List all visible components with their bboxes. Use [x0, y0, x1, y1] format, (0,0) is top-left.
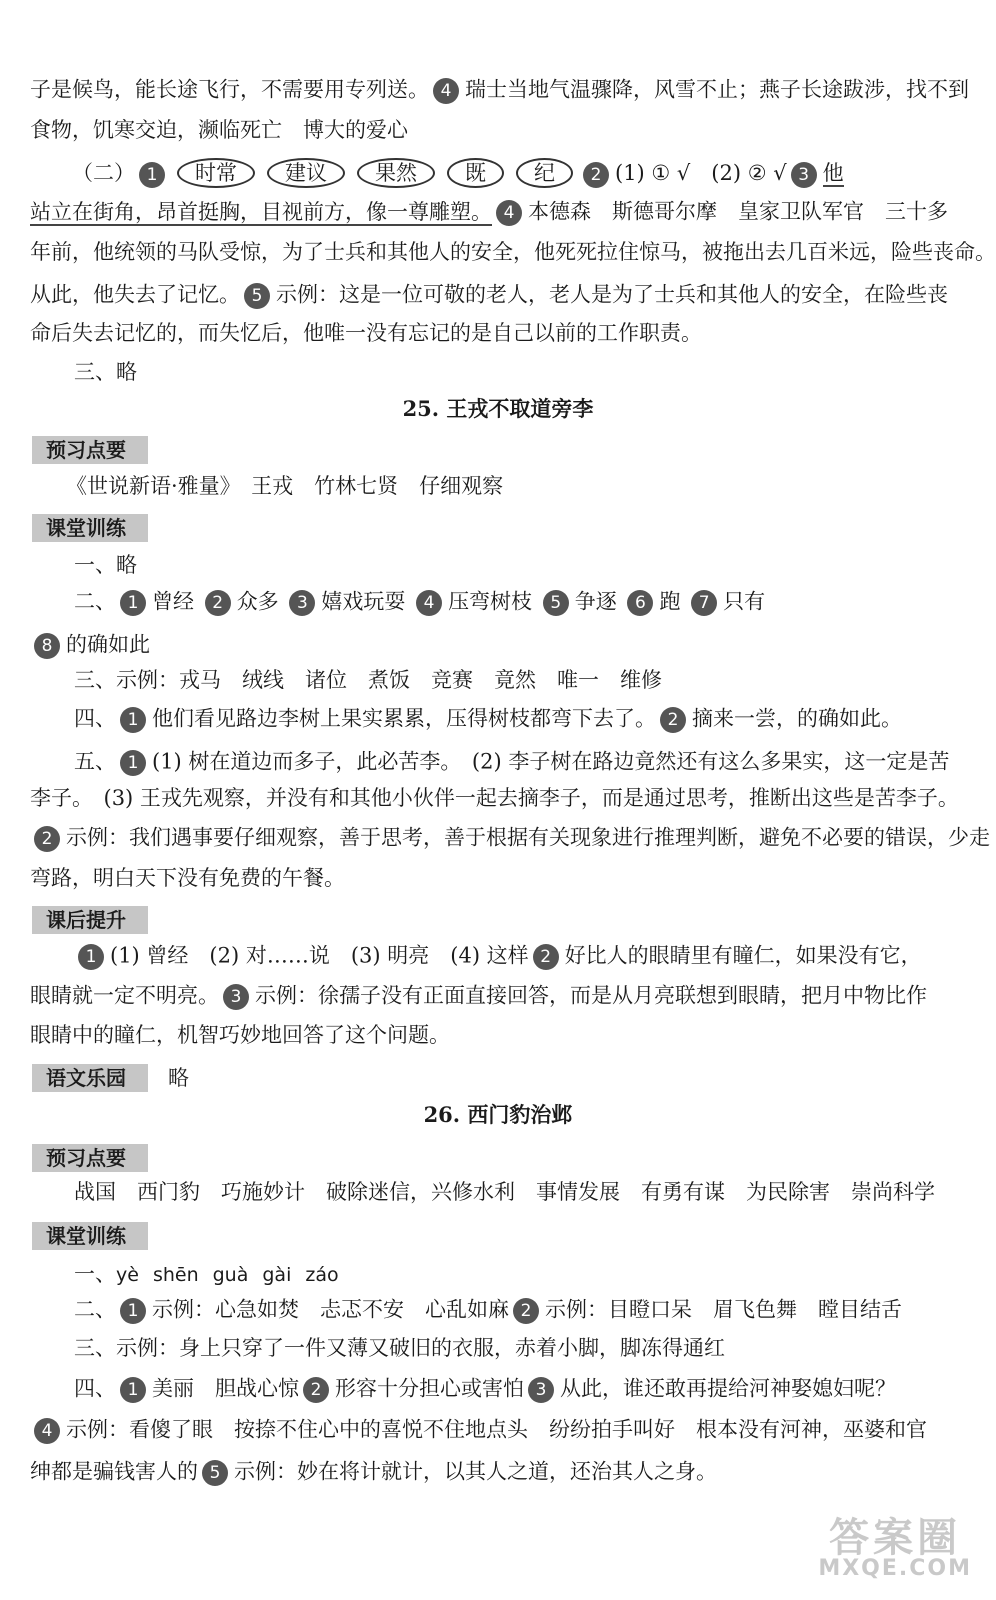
answer-line-36 — [30, 1460, 717, 1486]
answer-word: 只有 — [723, 589, 766, 614]
number-badge: 3 — [528, 1377, 554, 1403]
answer-line-26: 略 — [168, 1066, 189, 1090]
answer-line-24 — [30, 984, 927, 1010]
section-prefix: 二、 — [74, 1297, 116, 1322]
circled-word: 建议 — [267, 158, 345, 188]
answer-line-11: 《世说新语·雅量》 王戎 竹林七贤 仔细观察 — [66, 474, 504, 498]
section-prefix: 四、 — [74, 706, 116, 731]
number-badge: 2 — [513, 1298, 539, 1324]
answer-word: 跑 — [659, 589, 681, 614]
answer-line-20 — [30, 826, 990, 852]
pinyin: shēn — [152, 1264, 199, 1286]
answer-line-33: 三、示例：身上只穿了一件又薄又破旧的衣服，赤着小脚，脚冻得通红 — [74, 1336, 725, 1360]
circled-word: 既 — [447, 158, 504, 188]
lesson-title-25: 25. 王戎不取道旁李 — [402, 396, 594, 421]
number-badge: 7 — [691, 590, 717, 616]
answer-line-4 — [30, 200, 948, 226]
number-badge: 1 — [139, 162, 165, 188]
number-badge: 1 — [120, 1298, 146, 1324]
number-badge: 1 — [120, 590, 146, 616]
answer-line-2: 食物，饥寒交迫，濒临死亡 博大的爱心 — [30, 118, 408, 142]
answer-line-8: 三、略 — [74, 360, 137, 384]
circled-word: 果然 — [357, 158, 435, 188]
line-text: 子是候鸟，能长途飞行，不需要用专列送。 — [30, 77, 429, 102]
number-badge: 2 — [533, 944, 559, 970]
answer-word: 曾经 — [152, 589, 194, 614]
line-text: 的确如此 — [66, 632, 150, 657]
answer-line-29: 战国 西门豹 巧施妙计 破除迷信，兴修水利 事情发展 有勇有谋 为民除害 崇尚科学 — [74, 1180, 935, 1204]
number-badge: 2 — [660, 707, 686, 733]
number-badge: 5 — [543, 590, 569, 616]
underlined-text: 他 — [822, 161, 844, 185]
number-badge: 6 — [627, 590, 653, 616]
section-prefix: 一、 — [74, 1262, 116, 1286]
section-label-chinese-garden: 语文乐园 — [32, 1064, 148, 1092]
answer-word: 众多 — [236, 589, 279, 614]
circled-word: 纪 — [516, 158, 573, 188]
answer-line-7: 命后失去记忆的，而失忆后，他唯一没有忘记的是自己以前的工作职责。 — [30, 321, 702, 345]
line-text: 示例：目瞪口呆 眉飞色舞 瞠目结舌 — [545, 1297, 902, 1322]
section-label-preview: 预习点要 — [32, 436, 148, 464]
answer-word: 嬉戏玩耍 — [321, 589, 406, 614]
line-text: 摘来一尝，的确如此。 — [692, 706, 902, 731]
line-text: 示例：心急如焚 忐忑不安 心乱如麻 — [152, 1297, 509, 1322]
answer-line-6 — [30, 283, 948, 309]
underlined-text: 站立在街角，昂首挺胸，目视前方，像一尊雕塑。 — [30, 199, 492, 224]
answer-line-18 — [74, 750, 949, 776]
section-label-after-class: 课后提升 — [32, 906, 148, 934]
line-text: 瑞士当地气温骤降，风雪不止；燕子长途跋涉，找不到 — [465, 77, 969, 102]
lesson-title-26: 26. 西门豹治邺 — [423, 1102, 573, 1127]
answer-line-14 — [74, 590, 765, 616]
pinyin: gài — [262, 1264, 292, 1286]
number-badge: 8 — [34, 633, 60, 659]
pinyin: guà — [212, 1264, 249, 1286]
number-badge: 5 — [244, 283, 270, 309]
answer-line-1 — [30, 78, 969, 104]
answer-line-19: 李子。 (3) 王戎先观察，并没有和其他小伙伴一起去摘李子，而是通过思考，推断出这些是苦李子。 — [30, 786, 959, 810]
line-text: 本德森 斯德哥尔摩 皇家卫队军官 三十多 — [528, 199, 948, 224]
pinyin: záo — [305, 1264, 339, 1286]
section-label-preview-2: 预习点要 — [32, 1144, 148, 1172]
answer-line-34 — [74, 1377, 896, 1403]
number-badge: 1 — [120, 707, 146, 733]
watermark-url: MXQE.COM — [818, 1556, 972, 1581]
answer-line-31 — [74, 1264, 353, 1285]
section-prefix: 二、 — [74, 589, 116, 614]
answer-line-21: 弯路，明白天下没有免费的午餐。 — [30, 866, 345, 890]
number-badge: 3 — [289, 590, 315, 616]
number-badge: 4 — [496, 200, 522, 226]
line-text: 美丽 胆战心惊 — [152, 1376, 299, 1401]
line-text: 眼睛就一定不明亮。 — [30, 983, 219, 1008]
line-text: (1) ① √ (2) ② √ — [615, 161, 787, 185]
line-text: 从此，谁还敢再提给河神娶媳妇呢？ — [560, 1376, 896, 1401]
number-badge: 4 — [34, 1418, 60, 1444]
number-badge: 4 — [416, 590, 442, 616]
section-prefix: （二） — [72, 161, 135, 185]
number-badge: 3 — [223, 984, 249, 1010]
answer-word: 压弯树枝 — [448, 589, 533, 614]
line-text: (1) 曾经 (2) 对……说 (3) 明亮 (4) 这样 — [110, 943, 529, 968]
answer-line-32 — [74, 1298, 902, 1324]
number-badge: 2 — [205, 590, 231, 616]
answer-line-25: 眼睛中的瞳仁，机智巧妙地回答了这个问题。 — [30, 1023, 450, 1047]
watermark-logo-text: 答案圈 — [829, 1515, 962, 1561]
section-label-classroom-2: 课堂训练 — [32, 1222, 148, 1250]
answer-line-23 — [74, 944, 922, 970]
line-text: 示例：徐孺子没有正面直接回答，而是从月亮联想到眼睛，把月中物比作 — [255, 983, 927, 1008]
line-text: 示例：妙在将计就计，以其人之道，还治其人之身。 — [234, 1459, 717, 1484]
number-badge: 4 — [433, 78, 459, 104]
answer-line-35 — [30, 1418, 927, 1444]
answer-line-5: 年前，他统领的马队受惊，为了士兵和其他人的安全，他死死拉住惊马，被拖出去几百米远，险些丧命。 — [30, 240, 996, 264]
number-badge: 5 — [202, 1460, 228, 1486]
line-text: (1) 树在道边而多子，此必苦李。 (2) 李子树在路边竟然还有这么多果实，这一定是苦 — [152, 749, 950, 774]
number-badge: 2 — [303, 1377, 329, 1403]
line-text: 示例：我们遇事要仔细观察，善于思考，善于根据有关现象进行推理判断，避免不必要的错误，少走 — [66, 825, 990, 850]
section-prefix: 四、 — [74, 1376, 116, 1401]
number-badge: 1 — [120, 1377, 146, 1403]
answer-line-15 — [30, 633, 150, 659]
answer-line-16: 三、示例：戎马 绒线 诸位 煮饭 竞赛 竟然 唯一 维修 — [74, 668, 662, 692]
number-badge: 2 — [34, 826, 60, 852]
site-watermark — [818, 1515, 972, 1581]
number-badge: 1 — [120, 750, 146, 776]
section-label-classroom: 课堂训练 — [32, 514, 148, 542]
line-text: 示例：看傻了眼 按捺不住心中的喜悦不住地点头 纷纷拍手叫好 根本没有河神，巫婆和官 — [66, 1417, 927, 1442]
answer-line-13: 一、略 — [74, 553, 137, 577]
line-text: 形容十分担心或害怕 — [335, 1376, 524, 1401]
line-text: 他们看见路边李树上果实累累，压得树枝都弯下去了。 — [152, 706, 656, 731]
number-badge: 1 — [78, 944, 104, 970]
line-text: 从此，他失去了记忆。 — [30, 282, 240, 307]
line-text: 绅都是骗钱害人的 — [30, 1459, 198, 1484]
answer-word: 争逐 — [574, 589, 617, 614]
answer-line-3 — [72, 158, 844, 188]
section-prefix: 五、 — [74, 749, 116, 774]
circled-word: 时常 — [177, 158, 255, 188]
pinyin: yè — [116, 1264, 139, 1286]
line-text: 示例：这是一位可敬的老人，老人是为了士兵和其他人的安全，在险些丧 — [276, 282, 948, 307]
answer-line-17 — [74, 707, 902, 733]
number-badge: 3 — [791, 162, 817, 188]
line-text: 好比人的眼睛里有瞳仁，如果没有它， — [564, 943, 922, 968]
number-badge: 2 — [583, 162, 609, 188]
